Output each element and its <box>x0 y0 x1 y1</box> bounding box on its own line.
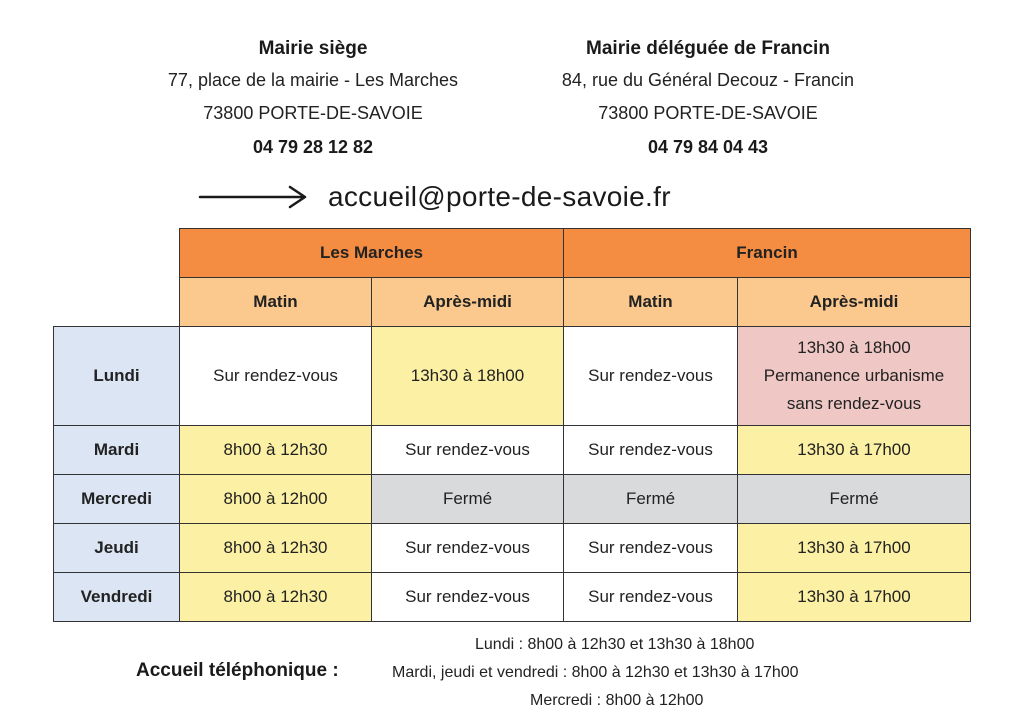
table-row <box>54 327 971 426</box>
hours-cell: 13h30 à 17h00 <box>738 426 971 475</box>
closed-cell: Fermé <box>738 475 971 524</box>
header-francin: Francin <box>564 229 971 278</box>
email-row <box>198 174 671 220</box>
hours-cell: Sur rendez-vous <box>564 327 738 426</box>
mairie-siege-street: 77, place de la mairie - Les Marches <box>167 70 459 90</box>
hours-cell: Sur rendez-vous <box>564 524 738 573</box>
mairie-deleguee-street: 84, rue du Général Decouz - Francin <box>561 70 855 90</box>
closed-cell: Fermé <box>564 475 738 524</box>
mairie-deleguee-title: Mairie déléguée de Francin <box>586 38 830 59</box>
header-period: Matin <box>180 278 372 327</box>
corner-cell <box>54 229 180 278</box>
day-cell: Mercredi <box>54 475 180 524</box>
header-period: Matin <box>564 278 738 327</box>
hours-cell: 8h00 à 12h30 <box>180 573 372 622</box>
phone-hours-line: Lundi : 8h00 à 12h30 et 13h30 à 18h00 <box>475 636 755 653</box>
table-row <box>54 573 971 622</box>
hours-cell: 13h30 à 17h00 <box>738 573 971 622</box>
day-cell: Jeudi <box>54 524 180 573</box>
corner-cell <box>54 278 180 327</box>
header-period: Après-midi <box>738 278 971 327</box>
mairie-siege-phone[interactable]: 04 79 28 12 82 <box>252 137 374 157</box>
mairie-siege-address <box>113 34 513 164</box>
urbanisme-cell <box>738 327 971 426</box>
table-row <box>54 475 971 524</box>
mairie-deleguee-address <box>508 34 908 164</box>
header-les-marches: Les Marches <box>180 229 564 278</box>
day-cell: Mardi <box>54 426 180 475</box>
hours-cell: Sur rendez-vous <box>372 426 564 475</box>
hours-cell: 8h00 à 12h30 <box>180 524 372 573</box>
table-row <box>54 426 971 475</box>
day-cell: Lundi <box>54 327 180 426</box>
closed-cell: Fermé <box>372 475 564 524</box>
hours-cell: Sur rendez-vous <box>372 573 564 622</box>
hours-cell: Sur rendez-vous <box>372 524 564 573</box>
hours-cell: Sur rendez-vous <box>564 573 738 622</box>
urbanisme-hours: 13h30 à 18h00 <box>797 338 911 357</box>
accueil-telephonique-label: Accueil téléphonique : <box>136 660 339 681</box>
opening-hours-table <box>53 228 971 622</box>
hours-cell: 8h00 à 12h30 <box>180 426 372 475</box>
email-link[interactable]: accueil@porte-de-savoie.fr <box>328 181 671 212</box>
day-cell: Vendredi <box>54 573 180 622</box>
mairie-deleguee-city: 73800 PORTE-DE-SAVOIE <box>598 103 818 123</box>
hours-cell: Sur rendez-vous <box>564 426 738 475</box>
urbanisme-note: sans rendez-vous <box>786 394 922 413</box>
mairie-siege-title: Mairie siège <box>258 38 368 59</box>
mairie-deleguee-phone[interactable]: 04 79 84 04 43 <box>647 137 769 157</box>
phone-hours-line: Mardi, jeudi et vendredi : 8h00 à 12h30 et 13h30 à 17h00 <box>392 664 799 681</box>
mairie-siege-city: 73800 PORTE-DE-SAVOIE <box>203 103 423 123</box>
hours-cell: 13h30 à 18h00 <box>372 327 564 426</box>
hours-cell: 8h00 à 12h00 <box>180 475 372 524</box>
phone-hours-line: Mercredi : 8h00 à 12h00 <box>530 692 704 709</box>
table-row <box>54 524 971 573</box>
hours-cell: Sur rendez-vous <box>180 327 372 426</box>
hours-cell: 13h30 à 17h00 <box>738 524 971 573</box>
header-period: Après-midi <box>372 278 564 327</box>
arrow-right-icon <box>198 182 310 212</box>
urbanisme-label: Permanence urbanisme <box>763 366 945 385</box>
